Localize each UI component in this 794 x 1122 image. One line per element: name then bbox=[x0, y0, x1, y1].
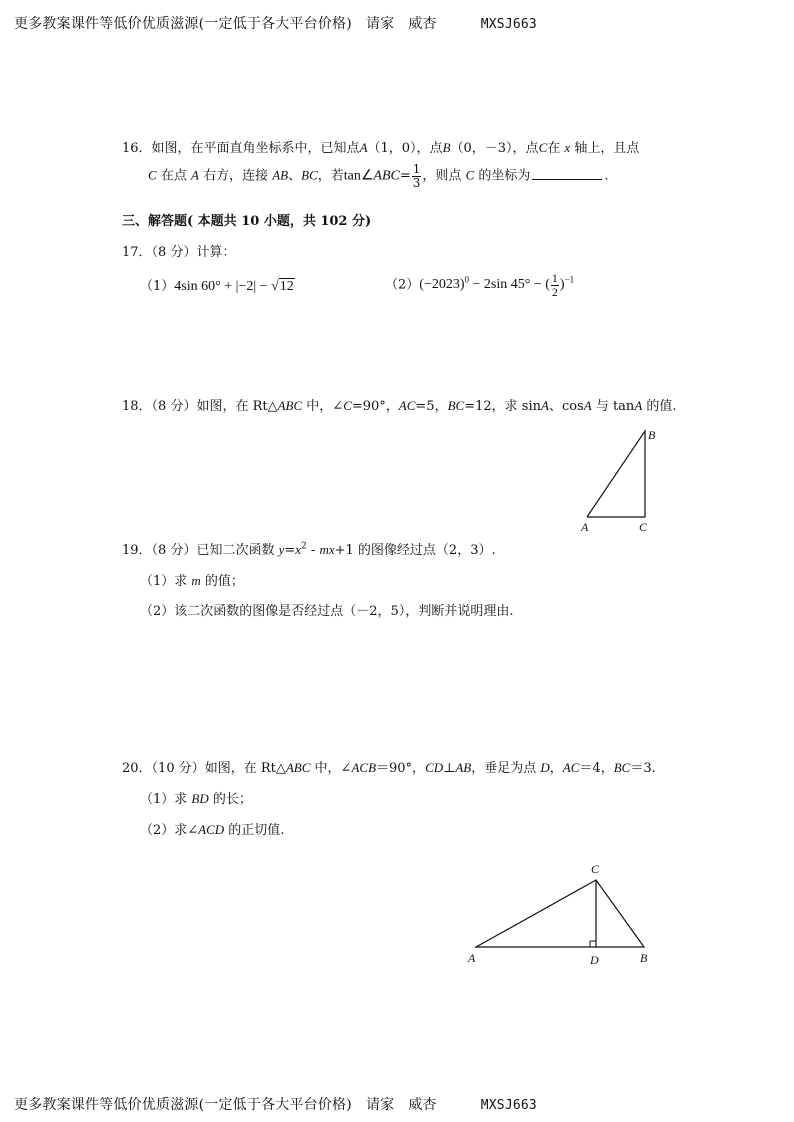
q19-part: +1 的图像经过点（2，3）. bbox=[334, 543, 496, 558]
q19-part: - bbox=[306, 543, 320, 558]
var-mx: mx bbox=[319, 542, 335, 557]
q20-part: ， bbox=[549, 761, 563, 776]
q18-text bbox=[122, 395, 677, 414]
segment-ac: AC bbox=[398, 398, 416, 413]
footer-code: MXSJ663 bbox=[480, 1098, 537, 1113]
q17-part2 bbox=[385, 272, 574, 298]
q16-text: ，若 bbox=[317, 168, 344, 184]
expr: − bbox=[259, 279, 268, 294]
header-contact-label: 请家 bbox=[365, 16, 395, 32]
q20-part: 的正切值. bbox=[224, 823, 285, 838]
x-axis-var: x bbox=[564, 140, 571, 155]
q18-triangle-figure bbox=[575, 425, 665, 537]
q18-part: 的值. bbox=[642, 399, 677, 414]
q18-part: =5， bbox=[415, 399, 448, 414]
vertex-label-a: A bbox=[581, 520, 589, 534]
q17-p2-expr bbox=[419, 271, 575, 299]
q20-part: 中，∠ bbox=[310, 761, 352, 776]
q19-part: 19．（8 分）已知二次函数 bbox=[122, 543, 279, 558]
q16-text: 在点 bbox=[160, 168, 187, 184]
q20-part: ＝90°， bbox=[376, 761, 426, 776]
var-x: x bbox=[295, 542, 302, 557]
footer-contact-label: 请家 bbox=[365, 1097, 395, 1113]
angle-acb: ACB bbox=[351, 760, 377, 775]
q18-part: 中，∠ bbox=[302, 399, 344, 414]
vertex-label-b: B bbox=[648, 428, 656, 442]
vertex-label-a: A bbox=[468, 951, 476, 965]
tan-expr: tan∠ bbox=[343, 168, 374, 184]
angle-c: C bbox=[343, 398, 352, 413]
q20-part: 20．（10 分）如图，在 Rt△ bbox=[122, 761, 286, 776]
q16-text: （0，－3），点 bbox=[450, 141, 539, 156]
page-header bbox=[14, 13, 537, 33]
angle-acd: ACD bbox=[198, 822, 225, 837]
q16-text: 的坐标为 bbox=[478, 168, 531, 184]
q20-triangle-figure bbox=[460, 858, 660, 970]
segment-ab: AB bbox=[272, 167, 289, 183]
q18-part: =90°， bbox=[351, 399, 399, 414]
equals: = bbox=[399, 168, 411, 184]
q20-part: （2）求∠ bbox=[140, 823, 199, 838]
frac-num: 1 bbox=[551, 271, 558, 285]
q20-part: ⊥ bbox=[443, 761, 456, 776]
q18-part: 18．（8 分）如图，在 Rt△ bbox=[122, 399, 278, 414]
angle-a: A bbox=[634, 398, 643, 413]
q16-text: 如图，在平面直角坐标系中，已知点 bbox=[151, 141, 360, 156]
angle-abc: ABC bbox=[373, 168, 400, 184]
point-b: B bbox=[442, 140, 451, 155]
q19-part: 的值； bbox=[200, 574, 244, 589]
fraction-one-third bbox=[412, 163, 422, 189]
q17-head: 17．（8 分）计算： bbox=[122, 245, 236, 260]
q18-part: 与 tan bbox=[591, 399, 635, 414]
segment-bc: BC bbox=[613, 760, 631, 775]
header-promo: 更多教案课件等低价优质滋源(一定低于各大平台价格) bbox=[14, 16, 352, 32]
vertex-label-c: C bbox=[639, 520, 648, 534]
expr: 4sin 60° + bbox=[174, 279, 233, 294]
triangle-outline bbox=[476, 880, 644, 947]
q16-text: 右方，连接 bbox=[203, 168, 269, 184]
q17-p1-label: （1） bbox=[140, 279, 175, 294]
point-a: A bbox=[190, 167, 199, 183]
q16-text: （1，0），点 bbox=[367, 141, 443, 156]
q19-text bbox=[122, 539, 496, 558]
angle-a: A bbox=[541, 398, 549, 413]
triangle-outline bbox=[587, 431, 645, 517]
q19-part: （1）求 bbox=[140, 574, 192, 589]
expr: (−2023) bbox=[419, 277, 465, 293]
vertex-label-d: D bbox=[590, 953, 599, 967]
point-c: C bbox=[465, 167, 475, 183]
q20-part: ＝4， bbox=[579, 761, 614, 776]
point-c: C bbox=[148, 167, 157, 183]
q17-p2-label: （2） bbox=[385, 277, 420, 293]
segment-bd: BD bbox=[191, 791, 209, 806]
triangle-abc: ABC bbox=[285, 760, 311, 775]
var-m: m bbox=[191, 573, 201, 588]
q20-part2 bbox=[140, 819, 284, 838]
footer-promo: 更多教案课件等低价优质滋源(一定低于各大平台价格) bbox=[14, 1097, 352, 1113]
q18-part: =12，求 sin bbox=[464, 399, 541, 414]
right-angle-mark bbox=[590, 941, 596, 947]
q16-text: . bbox=[604, 168, 609, 184]
q20-part: ，垂足为点 bbox=[471, 761, 541, 776]
frac-den: 2 bbox=[551, 284, 558, 299]
segment-ab: AB bbox=[455, 760, 472, 775]
header-contact-name: 威杏 bbox=[408, 16, 437, 32]
point-c: C bbox=[538, 140, 548, 155]
point-a: A bbox=[359, 140, 368, 155]
q18-part: 、cos bbox=[548, 399, 584, 414]
vertex-label-b: B bbox=[640, 951, 648, 965]
q20-part: 的长； bbox=[208, 792, 252, 807]
header-code: MXSJ663 bbox=[480, 17, 537, 32]
frac-den: 3 bbox=[412, 175, 421, 190]
q19-part2: （2）该二次函数的图像是否经过点（－2，5），判断并说明理由. bbox=[140, 604, 514, 619]
segment-cd: CD bbox=[425, 760, 444, 775]
expr: − 2sin 45° − ( bbox=[472, 277, 550, 293]
triangle-abc: ABC bbox=[277, 398, 303, 413]
q17-part1 bbox=[140, 275, 295, 295]
segment-bc: BC bbox=[447, 398, 465, 413]
q20-part: （1）求 bbox=[140, 792, 192, 807]
q16-text: 轴上，且点 bbox=[574, 141, 640, 156]
q19-part: = bbox=[284, 543, 296, 558]
abs-value: −2 bbox=[238, 279, 254, 294]
q17-p1-expr: 4sin 60° + |−2| − √12 bbox=[174, 279, 294, 294]
q20-part: ＝3. bbox=[630, 761, 656, 776]
answer-blank[interactable] bbox=[532, 167, 602, 180]
page-footer bbox=[14, 1094, 537, 1114]
expr: ) bbox=[559, 277, 565, 293]
vertex-label-c: C bbox=[591, 862, 600, 876]
sqrt-value: 12 bbox=[279, 279, 294, 294]
q19-part1 bbox=[140, 570, 244, 589]
q16-text: ，则点 bbox=[422, 168, 462, 184]
point-d: D bbox=[540, 760, 550, 775]
exponent: −1 bbox=[564, 274, 575, 285]
q20-part1 bbox=[140, 788, 252, 807]
angle-a: A bbox=[583, 398, 592, 413]
q16-number: 16． bbox=[122, 141, 152, 156]
exponent: 0 bbox=[464, 274, 470, 285]
var-y: y bbox=[278, 542, 285, 557]
footer-contact-name: 威杏 bbox=[408, 1097, 437, 1113]
q16-line2 bbox=[148, 163, 609, 189]
section-title: 三、解答题( 本题共 10 小题，共 102 分) bbox=[122, 214, 372, 229]
q20-text bbox=[122, 757, 656, 776]
fraction-one-half bbox=[551, 272, 559, 298]
q16-line1 bbox=[122, 137, 639, 156]
frac-num: 1 bbox=[412, 162, 421, 176]
q16-text: 、 bbox=[288, 168, 302, 184]
q16-text: 在 bbox=[547, 141, 561, 156]
exponent: 2 bbox=[301, 541, 307, 552]
segment-bc: BC bbox=[301, 167, 318, 183]
segment-ac: AC bbox=[562, 760, 580, 775]
